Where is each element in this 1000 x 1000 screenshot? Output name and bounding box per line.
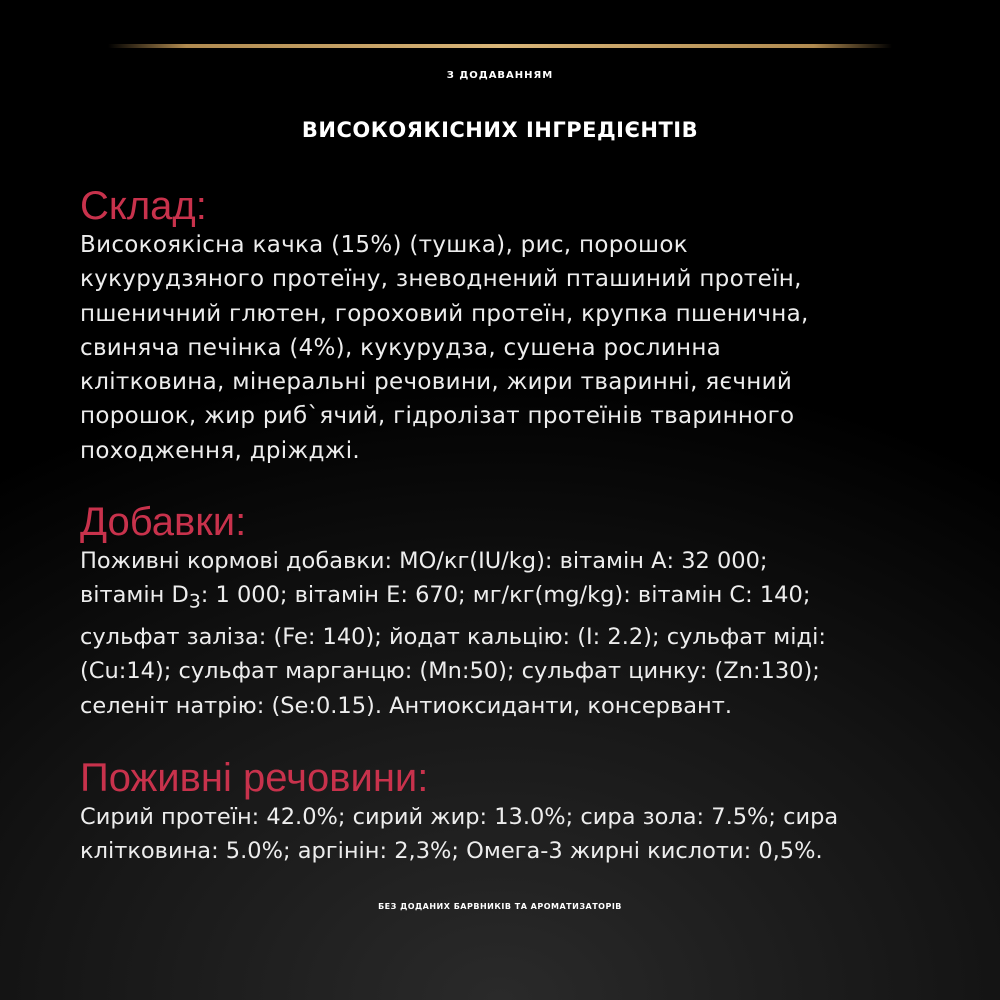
title-line-2: ВИСОКОЯКІСНИХ ІНГРЕДІЄНТІВ — [301, 118, 699, 142]
additives-line — [80, 578, 960, 620]
composition-text — [80, 228, 960, 468]
additives-heading: Добавки: — [80, 500, 247, 544]
vitamin-d-label: вітамін D — [80, 582, 189, 609]
composition-line: кукурудзяного протеїну, зневоднений пташиний протеїн, — [80, 266, 802, 293]
nutrients-heading: Поживні речовини: — [80, 756, 429, 800]
composition-line: клітковина, мінеральні речовини, жири тваринні, яєчний — [80, 369, 793, 396]
composition-line: пшеничний глютен, гороховий протеїн, крупка пшенична, — [80, 300, 809, 327]
additives-line: селеніт натрію: (Se:0.15). Антиоксиданти, консервант. — [80, 692, 732, 719]
nutrients-line: Сирий протеїн: 42.0%; сирий жир: 13.0%; сира зола: 7.5%; сира — [80, 804, 839, 830]
additives-line: (Cu:14); сульфат марганцю: (Mn:50); сульфат цинку: (Zn:130); — [80, 658, 820, 685]
composition-line: походження, дріжджі. — [80, 437, 361, 464]
vitamin-d-subscript: 3 — [188, 591, 201, 613]
additives-line: Поживні кормові добавки: МО/кг(IU/kg): вітамін А: 32 000; — [80, 548, 768, 574]
composition-line: Високоякісна качка (15%) (тушка), рис, порошок — [80, 232, 688, 258]
title-line-1: З ДОДАВАННЯМ — [446, 70, 554, 81]
footer-claim: БЕЗ ДОДАНИХ БАРВНИКІВ ТА АРОМАТИЗАТОРІВ — [378, 902, 622, 911]
nutrients-text — [80, 800, 960, 869]
additives-line: сульфат заліза: (Fe: 140); йодат кальцію: (I: 2.2); сульфат міді: — [80, 624, 826, 651]
gold-divider — [108, 44, 892, 48]
nutrients-line: клітковина: 5.0%; аргінін: 2,3%; Омега-3 жирні кислоти: 0,5%. — [80, 838, 823, 865]
additives-text — [80, 544, 960, 723]
additives-line-2-rest: : 1 000; вітамін Е: 670; мг/кг(mg/kg): вітамін С: 140; — [200, 582, 811, 609]
composition-line: свиняча печінка (4%), кукурудза, сушена рослинна — [80, 334, 722, 361]
composition-line: порошок, жир риб`ячий, гідролізат протеїнів тваринного — [80, 403, 795, 430]
composition-heading: Склад: — [80, 184, 207, 228]
